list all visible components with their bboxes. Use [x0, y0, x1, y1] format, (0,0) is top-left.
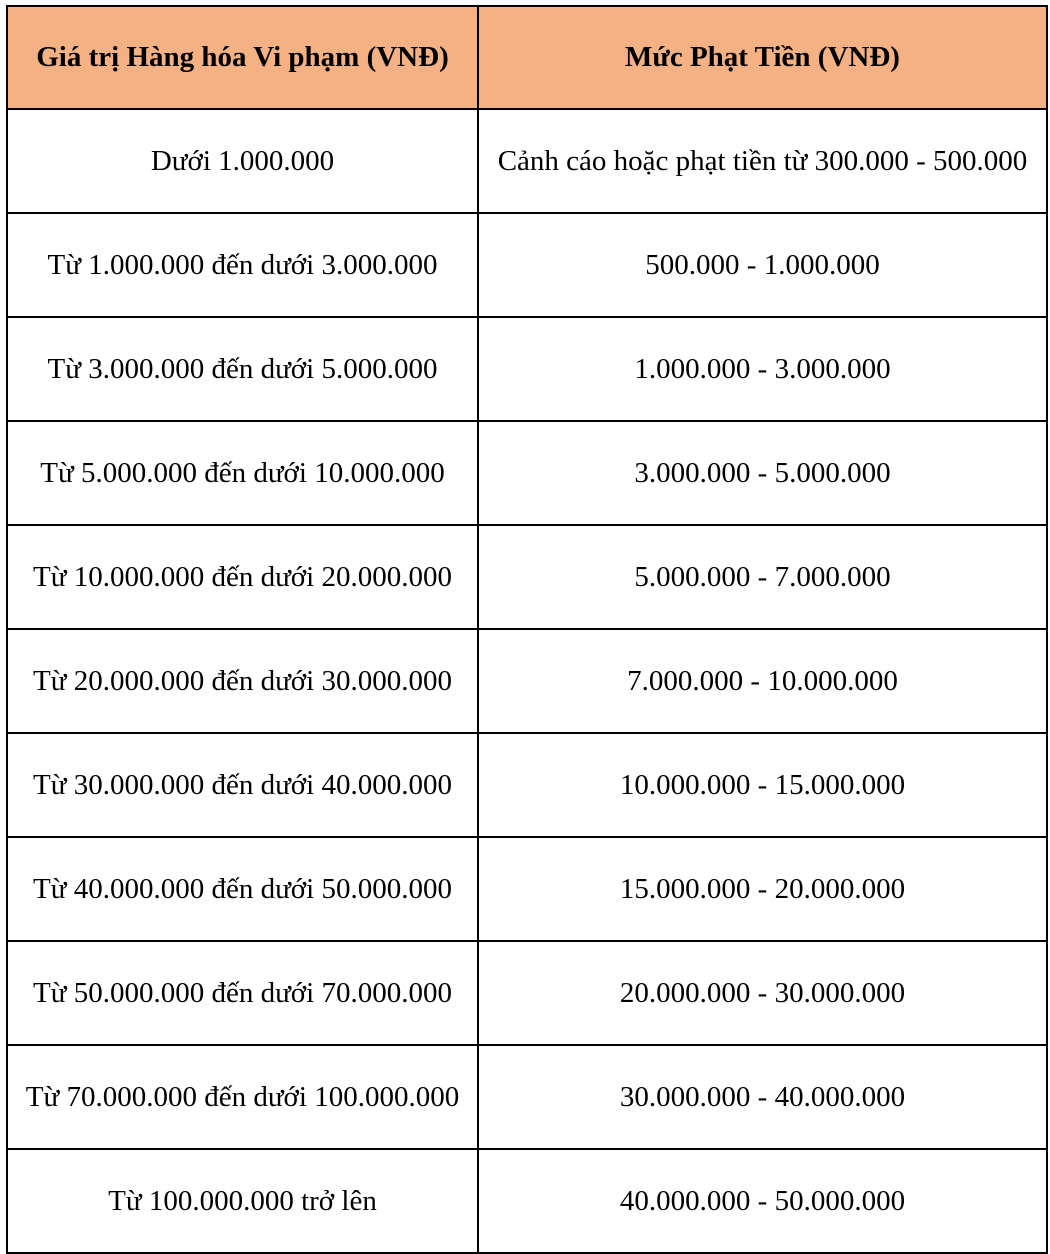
cell-fine-amount: 3.000.000 - 5.000.000 [478, 421, 1047, 525]
cell-fine-amount: 5.000.000 - 7.000.000 [478, 525, 1047, 629]
cell-fine-amount: 1.000.000 - 3.000.000 [478, 317, 1047, 421]
cell-fine-amount: 30.000.000 - 40.000.000 [478, 1045, 1047, 1149]
table-row [7, 525, 1047, 629]
header-goods-value: Giá trị Hàng hóa Vi phạm (VNĐ) [7, 6, 478, 109]
table-row [7, 109, 1047, 213]
cell-goods-value: Từ 30.000.000 đến dưới 40.000.000 [7, 733, 478, 837]
table-row [7, 733, 1047, 837]
cell-goods-value: Từ 10.000.000 đến dưới 20.000.000 [7, 525, 478, 629]
cell-goods-value: Từ 70.000.000 đến dưới 100.000.000 [7, 1045, 478, 1149]
table-row [7, 317, 1047, 421]
cell-goods-value: Dưới 1.000.000 [7, 109, 478, 213]
cell-fine-amount: Cảnh cáo hoặc phạt tiền từ 300.000 - 500.000 [478, 109, 1047, 213]
table-row [7, 629, 1047, 733]
fine-table [6, 5, 1048, 1254]
cell-fine-amount: 20.000.000 - 30.000.000 [478, 941, 1047, 1045]
cell-goods-value: Từ 20.000.000 đến dưới 30.000.000 [7, 629, 478, 733]
table-row [7, 1149, 1047, 1253]
header-row [7, 6, 1047, 109]
cell-goods-value: Từ 1.000.000 đến dưới 3.000.000 [7, 213, 478, 317]
cell-goods-value: Từ 5.000.000 đến dưới 10.000.000 [7, 421, 478, 525]
cell-goods-value: Từ 100.000.000 trở lên [7, 1149, 478, 1253]
cell-goods-value: Từ 40.000.000 đến dưới 50.000.000 [7, 837, 478, 941]
table-header [7, 6, 1047, 109]
table-row [7, 421, 1047, 525]
cell-fine-amount: 10.000.000 - 15.000.000 [478, 733, 1047, 837]
table-row [7, 941, 1047, 1045]
cell-goods-value: Từ 50.000.000 đến dưới 70.000.000 [7, 941, 478, 1045]
table-row [7, 837, 1047, 941]
header-fine-amount: Mức Phạt Tiền (VNĐ) [478, 6, 1047, 109]
cell-fine-amount: 500.000 - 1.000.000 [478, 213, 1047, 317]
cell-goods-value: Từ 3.000.000 đến dưới 5.000.000 [7, 317, 478, 421]
table-row [7, 1045, 1047, 1149]
table-body [7, 109, 1047, 1253]
cell-fine-amount: 40.000.000 - 50.000.000 [478, 1149, 1047, 1253]
cell-fine-amount: 15.000.000 - 20.000.000 [478, 837, 1047, 941]
table-row [7, 213, 1047, 317]
cell-fine-amount: 7.000.000 - 10.000.000 [478, 629, 1047, 733]
